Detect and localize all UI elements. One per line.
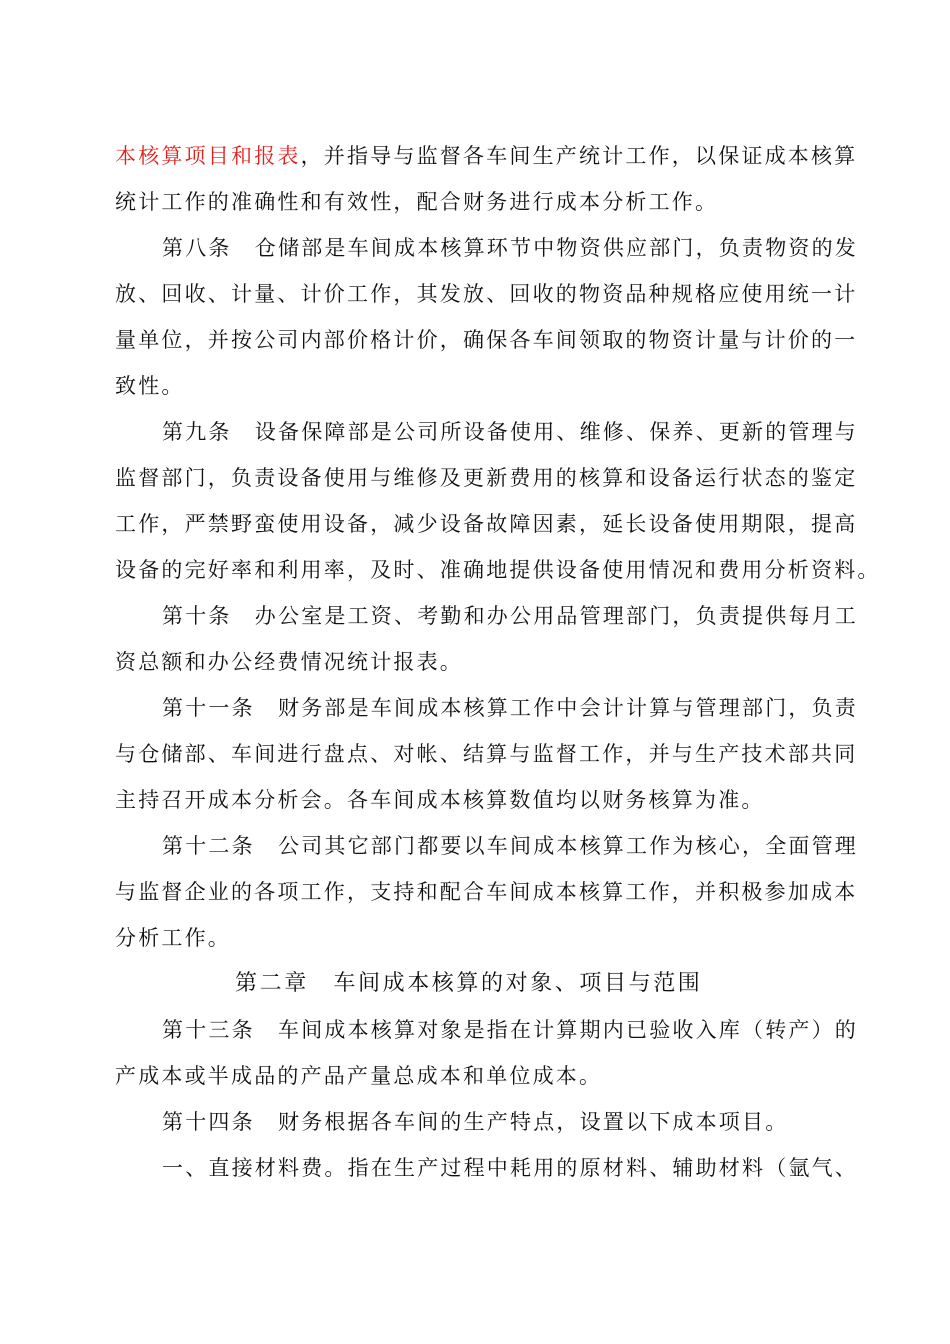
paragraph-line: 量单位，并按公司内部价格计价，确保各车间领取的物资计量与计价的一 — [115, 328, 858, 352]
paragraph-line: 与仓储部、车间进行盘点、对帐、结算与监督工作，并与生产技术部共同 — [115, 742, 858, 766]
paragraph-line: 与监督企业的各项工作，支持和配合车间成本核算工作，并积极参加成本 — [115, 880, 858, 904]
highlighted-text: 本核算项目和报表 — [115, 144, 301, 168]
article-12-line: 第十二条 公司其它部门都要以车间成本核算工作为核心，全面管理 — [162, 834, 858, 858]
article-14-line: 第十四条 财务根据各车间的生产特点，设置以下成本项目。 — [162, 1110, 789, 1134]
paragraph-line: 工作，严禁野蛮使用设备，减少设备故障因素，延长设备使用期限，提高 — [115, 512, 858, 536]
paragraph-line: 主持召开成本分析会。各车间成本核算数值均以财务核算为准。 — [115, 788, 765, 812]
article-9-line: 第九条 设备保障部是公司所设备使用、维修、保养、更新的管理与 — [162, 420, 858, 444]
paragraph-line: 统计工作的准确性和有效性，配合财务进行成本分析工作。 — [115, 190, 719, 214]
paragraph-line: 资总额和办公经费情况统计报表。 — [115, 650, 463, 674]
article-8-line: 第八条 仓储部是车间成本核算环节中物资供应部门，负责物资的发 — [162, 236, 858, 260]
line-text: ，并指导与监督各车间生产统计工作，以保证成本核算 — [300, 144, 858, 168]
paragraph-line: 致性。 — [115, 374, 185, 398]
paragraph-line: 放、回收、计量、计价工作，其发放、回收的物资品种规格应使用统一计 — [115, 282, 858, 306]
article-10-line: 第十条 办公室是工资、考勤和办公用品管理部门，负责提供每月工 — [162, 604, 858, 628]
paragraph-line: 设备的完好率和利用率，及时、准确地提供设备使用情况和费用分析资料。 — [115, 558, 881, 582]
paragraph-line — [115, 142, 858, 170]
paragraph-line: 分析工作。 — [115, 926, 231, 950]
paragraph-line: 监督部门，负责设备使用与维修及更新费用的核算和设备运行状态的鉴定 — [115, 466, 858, 490]
chapter-heading: 第二章 车间成本核算的对象、项目与范围 — [235, 971, 703, 996]
article-13-line: 第十三条 车间成本核算对象是指在计算期内已验收入库（转产）的 — [162, 1018, 858, 1042]
article-11-line: 第十一条 财务部是车间成本核算工作中会计计算与管理部门，负责 — [162, 696, 858, 720]
list-item-line: 一、直接材料费。指在生产过程中耗用的原材料、辅助材料（氩气、 — [162, 1156, 858, 1180]
paragraph-line: 产成本或半成品的产品产量总成本和单位成本。 — [115, 1064, 603, 1088]
